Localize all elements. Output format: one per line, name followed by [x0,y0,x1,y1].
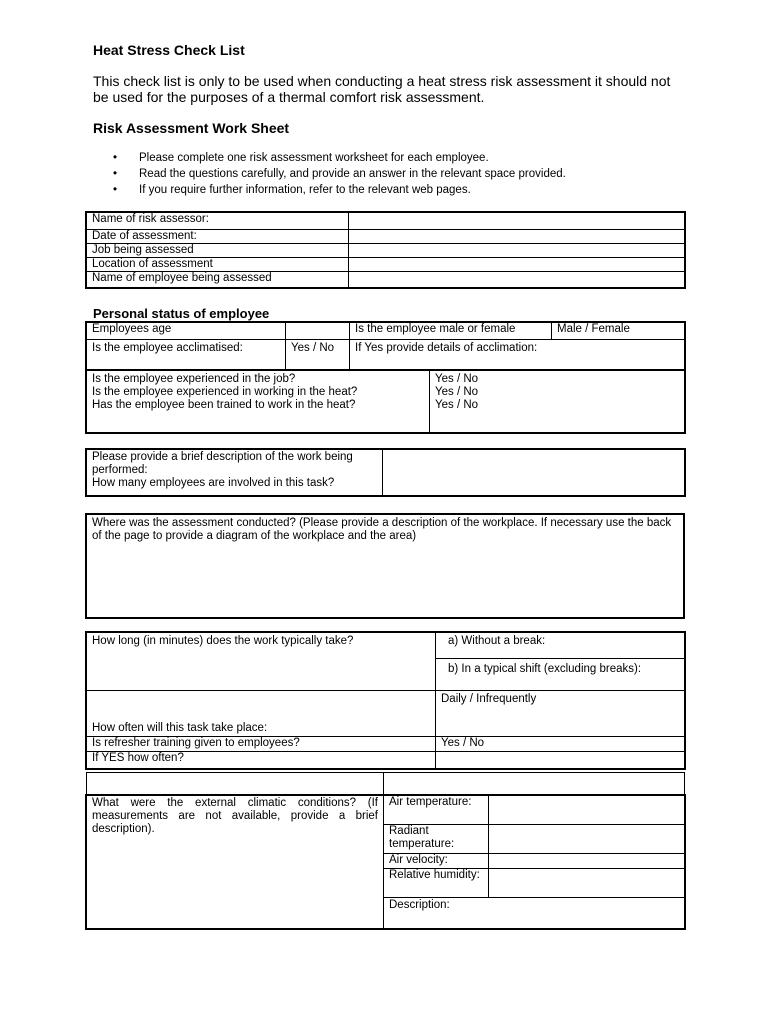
how-often-label: If YES how often? [87,752,436,769]
work-description-table [86,449,685,496]
relative-humidity-field[interactable] [489,869,685,898]
age-field[interactable] [286,323,350,340]
air-temperature-field[interactable] [489,796,685,825]
frequency-question [87,691,436,737]
instruction-text: Please complete one risk assessment worksheet for each employee. [139,152,489,164]
frequency-question-text: How often will this task take place: [92,722,268,734]
work-description-label: Please provide a brief description of the work being performed: [92,451,353,476]
personal-status-heading: Personal status of employee [93,306,270,321]
radiant-temperature-label: Radiant temperature: [384,825,489,854]
list-item [93,166,566,182]
intro-paragraph: This check list is only to be used when conducting a heat stress risk assessment it should not be used for the purposes of a thermal comfort risk assessment. [93,73,671,105]
personal-status-table [86,322,685,370]
climate-table [86,795,685,929]
experience-job-question: Is the employee experienced in the job? [92,373,296,385]
experience-heat-options[interactable]: Yes / No [435,386,479,398]
duration-question: How long (in minutes) does the work typically take? [87,633,436,691]
instruction-list [93,150,566,198]
assessment-date-label: Date of assessment: [87,230,349,244]
age-label: Employees age [87,323,286,340]
work-prompts [87,450,383,496]
worksheet-heading: Risk Assessment Work Sheet [93,120,290,136]
employees-involved-label: How many employees are involved in this task? [92,477,335,489]
location-field[interactable] [349,258,685,272]
experience-job-options[interactable]: Yes / No [435,373,479,385]
refresher-options[interactable]: Yes / No [436,737,685,752]
list-item [93,182,566,198]
spacer-cell [87,773,384,795]
trained-heat-question: Has the employee been trained to work in the heat? [92,399,356,411]
gender-label: Is the employee male or female [350,323,552,340]
assessment-date-field[interactable] [349,230,685,244]
bullet-icon: • [113,184,118,196]
climate-prompt: What were the external climatic conditions? (If measurements are not available, provide a brief description). [87,796,384,929]
frequency-options[interactable]: Daily / Infrequently [436,691,685,737]
workplace-description-field[interactable]: Where was the assessment conducted? (Please provide a description of the workplace. If necessary use the back of the page to provide a diagram of the workplace and the area) [87,515,684,618]
page-title: Heat Stress Check List [93,42,245,58]
bullet-icon: • [113,152,118,164]
bullet-icon: • [113,168,118,180]
spacer-table [86,772,685,795]
list-item [93,150,566,166]
instruction-text: If you require further information, refer to the relevant web pages. [139,184,471,196]
instruction-text: Read the questions carefully, and provide an answer in the relevant space provided. [139,168,566,180]
duration-table [86,632,685,769]
air-temperature-label: Air temperature: [384,796,489,825]
acclimation-details-field[interactable]: If Yes provide details of acclimation: [350,340,685,370]
without-break-field[interactable]: a) Without a break: [436,633,685,659]
experience-questions [87,371,430,433]
location-label: Location of assessment [87,258,349,272]
refresher-question: Is refresher training given to employees? [87,737,436,752]
relative-humidity-label: Relative humidity: [384,869,489,898]
job-label: Job being assessed [87,244,349,258]
experience-table [86,370,685,433]
acclimatised-options[interactable]: Yes / No [286,340,350,370]
air-velocity-label: Air velocity: [384,854,489,869]
employee-name-label: Name of employee being assessed [87,272,349,288]
assessor-name-field[interactable] [349,213,685,230]
assessor-table [86,212,685,288]
workplace-table [86,514,684,618]
job-field[interactable] [349,244,685,258]
typical-shift-field[interactable]: b) In a typical shift (excluding breaks): [436,659,685,691]
work-description-field[interactable] [383,450,685,496]
experience-answers [430,371,685,433]
how-often-field[interactable] [436,752,685,769]
radiant-temperature-field[interactable] [489,825,685,854]
experience-heat-question: Is the employee experienced in working in the heat? [92,386,358,398]
climate-description-field[interactable]: Description: [384,898,685,929]
air-velocity-field[interactable] [489,854,685,869]
employee-name-field[interactable] [349,272,685,288]
gender-options[interactable]: Male / Female [552,323,685,340]
assessor-name-label: Name of risk assessor: [87,213,349,230]
acclimatised-label: Is the employee acclimatised: [87,340,286,370]
spacer-cell [384,773,685,795]
trained-heat-options[interactable]: Yes / No [435,399,479,411]
